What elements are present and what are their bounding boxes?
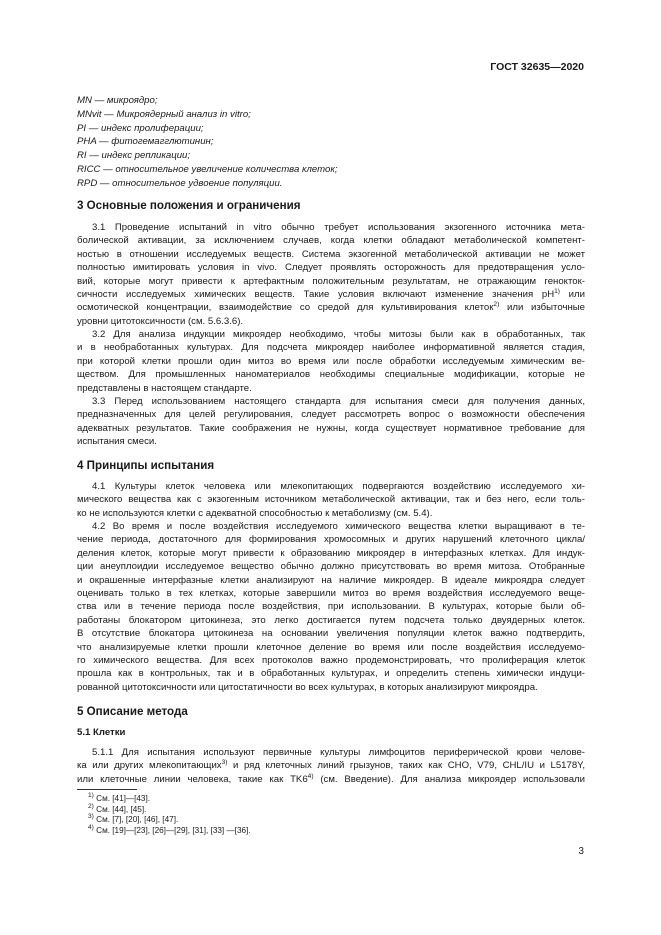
footnote-item: $^{4)}$ См. [19]—[23], [26]—[29], [31], [33] —[36]. [88, 823, 251, 835]
standard-number: ГОСТ 32635—2020 [490, 61, 584, 73]
abbreviation-item: RICC — относительное увеличение количества клеток; [77, 163, 338, 175]
paragraph-3-3: 3.3 Перед использованием настоящего стандарта для испытания смеси для получения данных, предназначенных для целей регулирования, следует рассмотреть вопрос о возможности обеспечения адекватных результатов. Такие соображения не нужны, когда существует нормативное требование для испытания смеси. [77, 396, 585, 448]
abbreviation-item: MNvit — Микроядерный анализ in vitro; [77, 108, 251, 120]
footnote-ref-1: 1) [554, 287, 560, 295]
section-5-heading: 5 Описание метода [77, 705, 188, 718]
paragraph-3-2: 3.2 Для анализа индукции микроядер необходимо, чтобы митозы были как в обработанных, так и в необработанных культурах. Для подсчета микроядер наиболее информативной является стадия, при которой клетки прошли один митоз во время или после обработки исследуемым химическим ве- ществом. Для промышленных наноматериалов необходимы специальные модификации, которые не представлены в настоящем стандарте. [77, 329, 585, 394]
paragraph-4-1: 4.1 Культуры клеток человека или млекопитающих подвергаются воздействию исследуемого хи- мического вещества как с экзогенным источником метаболической активации, так и без него, если толь- ко не используются клетки с адекватной способностью к метаболизму (см. 5.4). [77, 481, 585, 519]
footnote-item: $^{2)}$ См. [44], [45]. [88, 802, 147, 814]
section-4-heading: 4 Принципы испытания [77, 459, 215, 472]
subsection-5-1-heading: 5.1 Клетки [77, 727, 126, 738]
abbreviation-item: PHA — фитогемагглютинин; [77, 136, 214, 148]
footnote-item: $^{1)}$ См. [41]—[43]. [88, 792, 151, 803]
abbreviation-item: MN — микроядро; [77, 95, 158, 106]
paragraph-4-2: 4.2 Во время и после воздействия исследуемого химического вещества клетки выращивают в те- чение периода, достаточного для формирования хромосомных и других нарушений клеточного цикла/ деления клеток, которые могут привести к образованию микроядер в интерфазных клетках. Для индук- ции анеуплоидии исследуемое вещество обычно должно присутствовать во время митоза. Отобранные и окрашенные интерфазные клетки анализируют на наличие микроядер. В идеале микроядра следует оценивать только в тех клетках, которые завершили митоз во время воздействия исследуемого веще- ства или в течение периода после воздействия, при использовании. В культурах, которые были об- работаны блокатором цитокинеза, это легко достигается путем подсчета только двуядерных клеток. В отсутствие блокатора цитокинеза на основании увеличения популяции клеток важно подтвердить, что анализируемые клетки прошли клеточное деление во время или после воздействия исследуемо- го химического вещества. Для всех протоколов важно продемонстрировать, что пролиферация клеток прошла как в контрольных, так и в обработанных культурах, и определить степень химически индуци- рованной цитотоксичности или цитостатичности во всех культурах, в которых анализируют микроядра. [77, 521, 585, 693]
footnote-ref-3: 3) [221, 759, 228, 767]
footnote-ref-4: 4) [307, 772, 314, 780]
footnote-item: $^{3)}$ См. [7], [20], [46], [47]. [88, 813, 179, 825]
page-number: 3 [578, 846, 584, 857]
footnotes [88, 794, 251, 836]
paragraph-3-1: 3.1 Проведение испытаний in vitro обычно требует использования экзогенного источника мета- болической активации, за исключением случаев, когда клетки обладают метаболической компетент- ностью в отношении исследуемых веществ. Система экзогенной метаболической активации не может полностью имитировать условия in vivo. Следует проявлять осторожность для предотвращения усло- вий, которые могут привести к артефактным положительным результатам, не отражающим генокток- сичности исследуемых химических веществ. Такие условия включают изменение значения $pH^{1)}$ или осмотической концентрации, взаимодействие со средой для культивирования клеток$^{2)}$ или избыточные уровни цитотоксичности (см. 5.6.3.6). [77, 222, 585, 327]
abbreviation-list [77, 94, 338, 191]
footnote-divider [77, 789, 137, 790]
footnote-ref-2: 2) [493, 301, 500, 309]
section-3-heading: 3 Основные положения и ограничения [77, 199, 301, 212]
paragraph-5-1-1: 5.1.1 Для испытания используют первичные культуры лимфоцитов периферической крови челове- ка или других млекопитающих$^{3)}$ и ряд клеточных линий грызунов, таких как CHO, V79, CHL/IU и L5178Y, или клеточные линии человека, такие как TK6$^{4)}$ (см. Введение). Для анализа микроядер использовали [77, 747, 585, 785]
abbreviation-item: PI — индекс пролиферации; [77, 122, 204, 134]
abbreviation-item: RI — индекс репликации; [77, 150, 191, 162]
abbreviation-item: RPD — относительное удвоение популяции. [77, 177, 283, 189]
